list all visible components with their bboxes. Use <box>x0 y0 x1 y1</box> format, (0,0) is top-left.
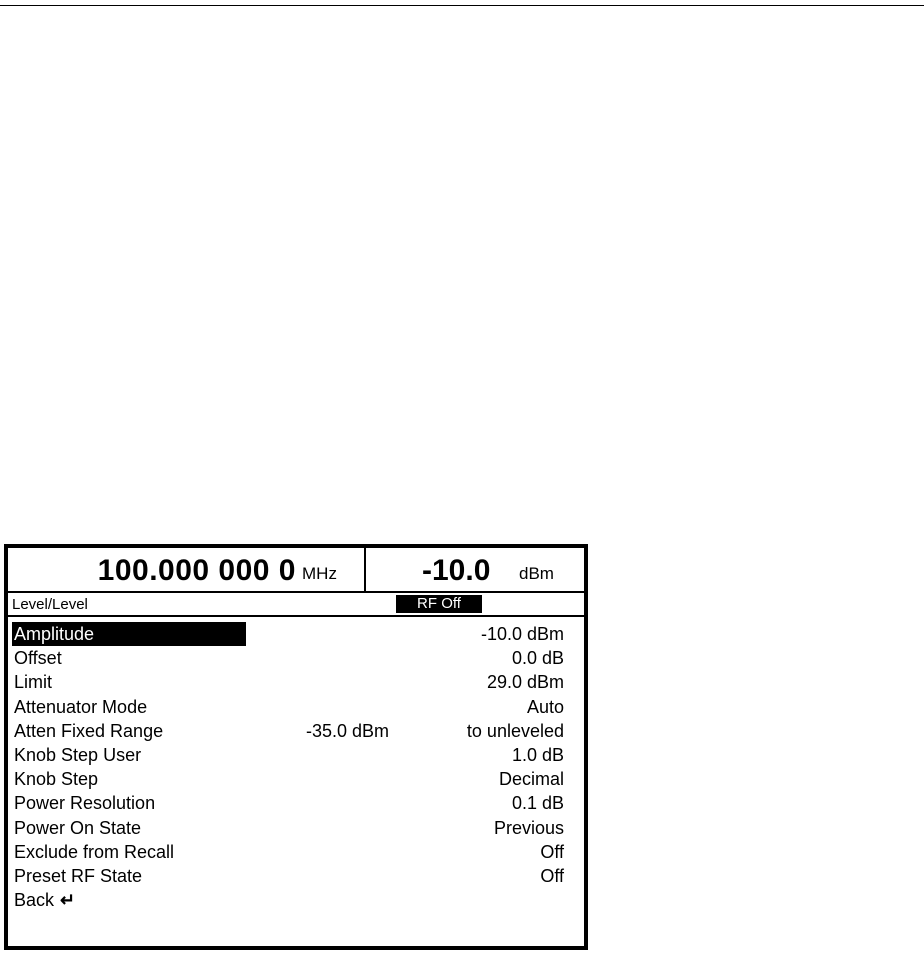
menu-item-value: Off <box>540 841 564 862</box>
menu-item-value: -10.0 dBm <box>480 624 564 644</box>
frequency-value: 100.000 000 0 <box>97 554 296 587</box>
status-header <box>8 548 584 593</box>
menu-item-knob-step-user[interactable] <box>8 743 584 767</box>
menu-item-value: 0.1 dB <box>511 793 564 814</box>
menu-item-label: Attenuator Mode <box>14 696 148 717</box>
menu-item-atten-fixed-range[interactable] <box>8 719 584 743</box>
menu-item-label: Knob Step <box>14 769 99 790</box>
menu-item-back[interactable] <box>8 888 584 912</box>
menu-item-value: Off <box>540 865 564 886</box>
menu-item-label: Amplitude <box>12 622 246 646</box>
menu-path-bar <box>8 593 584 617</box>
instrument-display <box>4 544 588 950</box>
menu-item-limit[interactable] <box>8 670 584 694</box>
menu-item-value: to unleveled <box>466 720 564 741</box>
menu-item-amplitude[interactable] <box>8 622 584 646</box>
menu-item-value: 0.0 dB <box>511 648 564 669</box>
menu-item-value: Previous <box>493 817 564 838</box>
menu-item-offset[interactable] <box>8 646 584 670</box>
menu-item-label: Power Resolution <box>14 793 156 814</box>
rf-status-badge: RF Off <box>396 595 482 613</box>
menu-item-value: Auto <box>526 696 564 717</box>
menu-path: Level/Level <box>12 596 88 613</box>
level-unit: dBm <box>519 564 554 583</box>
menu-item-knob-step[interactable] <box>8 767 584 791</box>
menu-item-label: Offset <box>14 648 62 669</box>
back-label-group <box>12 888 77 912</box>
menu-item-value: 1.0 dB <box>511 744 564 765</box>
menu-item-power-on-state[interactable] <box>8 816 584 840</box>
menu-list <box>8 622 584 912</box>
menu-item-label: Atten Fixed Range <box>14 720 164 741</box>
frequency-unit: MHz <box>302 564 337 583</box>
menu-item-label: Back <box>14 890 55 911</box>
menu-item-exclude-from-recall[interactable] <box>8 840 584 864</box>
frequency-display[interactable] <box>8 548 366 591</box>
level-value[interactable]: -10.0 <box>422 554 491 587</box>
menu-item-label: Power On State <box>14 817 142 838</box>
menu-item-attenuator-mode[interactable] <box>8 695 584 719</box>
menu-item-preset-rf-state[interactable] <box>8 864 584 888</box>
menu-item-label: Knob Step User <box>14 744 142 765</box>
menu-item-power-resolution[interactable] <box>8 791 584 815</box>
return-arrow-icon: ↵ <box>60 890 76 911</box>
menu-item-value: Decimal <box>498 769 564 790</box>
menu-item-label: Preset RF State <box>14 865 143 886</box>
menu-item-mid-value: -35.0 dBm <box>306 720 390 741</box>
page-top-rule <box>0 5 924 6</box>
menu-item-label: Exclude from Recall <box>14 841 175 862</box>
menu-item-value: 29.0 dBm <box>486 672 564 693</box>
menu-item-label: Limit <box>14 672 53 693</box>
